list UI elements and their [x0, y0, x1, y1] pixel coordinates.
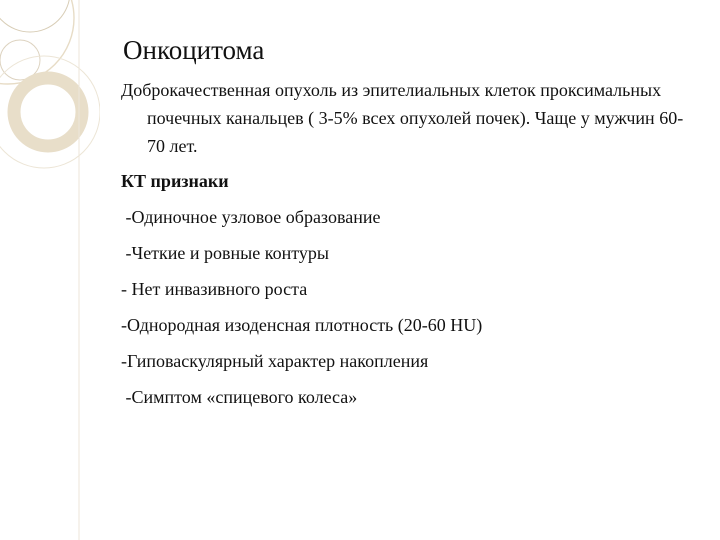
decor-ring-thick — [14, 78, 82, 146]
feature-item-no-invasion: - Нет инвазивного роста — [121, 279, 308, 299]
feature-item-contours: -Четкие и ровные контуры — [121, 243, 329, 263]
slide-title: Онкоцитома — [123, 35, 265, 65]
description-paragraph: Доброкачественная опухоль из эпителиальных клеток проксимальных почечных канальцев ( 3-5% всех опухолей почек). Чаще у мужчин 60-70 лет. — [121, 80, 684, 156]
kt-heading: КТ признаки — [121, 171, 229, 191]
feature-item-spoke-wheel: -Симптом «спицевого колеса» — [121, 387, 358, 407]
decor-ring-top — [0, 0, 70, 32]
feature-item-hypovascular: -Гиповаскулярный характер накопления — [121, 351, 429, 371]
feature-item-density: -Однородная изоденсная плотность (20-60 HU) — [121, 315, 483, 335]
decorative-circles — [0, 0, 100, 540]
feature-item-single-node: -Одиночное узловое образование — [121, 207, 381, 227]
slide-content — [121, 30, 701, 422]
